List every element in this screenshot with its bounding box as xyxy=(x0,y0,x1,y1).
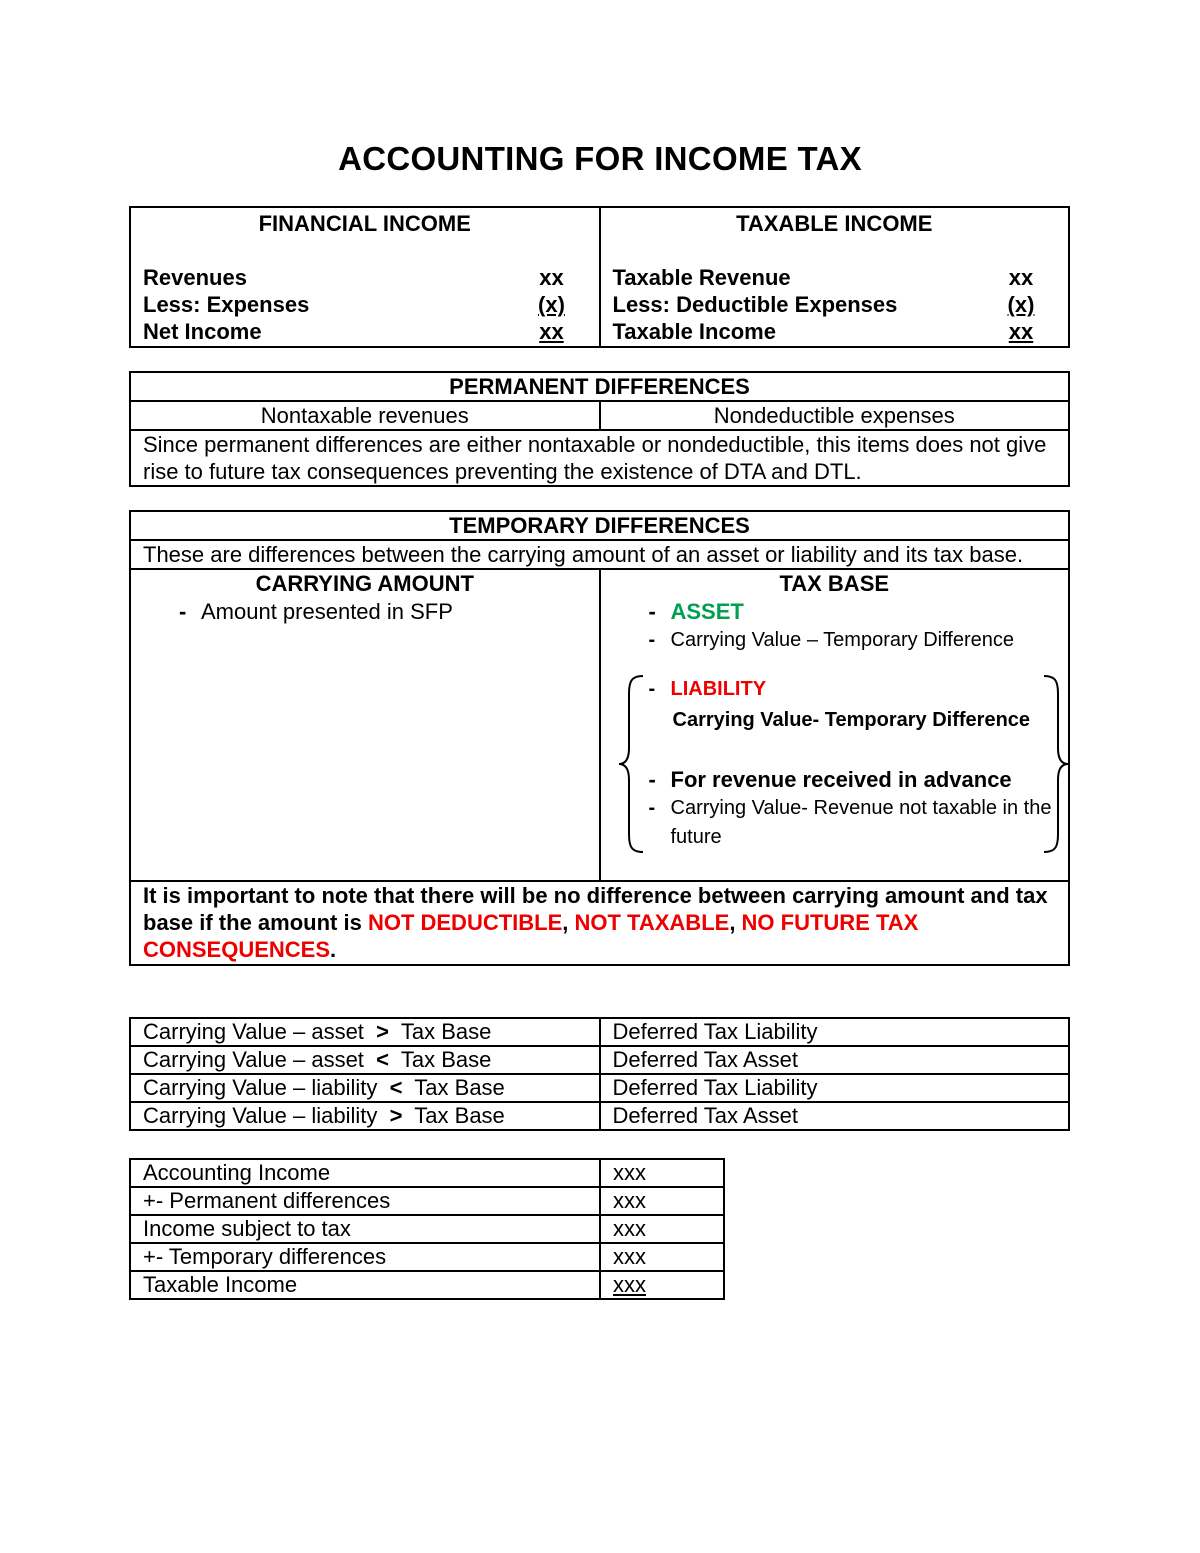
temporary-header: TEMPORARY DIFFERENCES xyxy=(130,511,1069,540)
computation-label: +- Temporary differences xyxy=(130,1243,600,1271)
list-item: - For revenue received in advance xyxy=(648,767,1012,792)
row-label: Less: Deductible Expenses xyxy=(612,292,898,317)
comparison-condition: Carrying Value – asset < Tax Base xyxy=(130,1046,600,1074)
note-prefix: It is important to note that there will be no difference between carrying amount and tax base if the amount is xyxy=(143,883,1048,935)
comparison-result: Deferred Tax Liability xyxy=(600,1074,1070,1102)
tax-base-cell xyxy=(600,569,1070,881)
table-row xyxy=(130,1187,724,1215)
left-brace-icon xyxy=(617,672,647,856)
nontaxable-revenues: Nontaxable revenues xyxy=(130,401,600,430)
table-row xyxy=(130,1243,724,1271)
row-value: (x) xyxy=(1007,292,1035,317)
note-no-future-tax: NO FUTURE TAX CONSEQUENCES xyxy=(143,910,919,962)
taxable-income-cell xyxy=(600,207,1070,347)
comparison-condition: Carrying Value – liability > Tax Base xyxy=(130,1102,600,1130)
row-value: xx xyxy=(1008,319,1034,344)
liability-formula: Carrying Value- Temporary Difference xyxy=(672,709,1031,731)
financial-row xyxy=(143,318,587,345)
list-item: - Amount presented in SFP xyxy=(179,599,453,624)
financial-row xyxy=(143,291,587,318)
table-row xyxy=(130,1102,1069,1130)
note-not-taxable: NOT TAXABLE xyxy=(574,910,730,935)
row-value: xx xyxy=(1008,265,1034,290)
revenue-formula: Carrying Value- Revenue not taxable in the future xyxy=(670,797,1052,848)
asset-formula: Carrying Value – Temporary Difference xyxy=(670,629,1014,651)
asset-label: ASSET xyxy=(670,599,744,624)
note-not-deductible: NOT DEDUCTIBLE xyxy=(367,910,563,935)
permanent-header: PERMANENT DIFFERENCES xyxy=(130,372,1069,401)
computation-label: Taxable Income xyxy=(130,1271,600,1299)
list-item: - ASSET xyxy=(648,599,744,624)
temporary-differences-table xyxy=(129,510,1070,966)
row-label: Less: Expenses xyxy=(143,292,310,317)
permanent-differences-table xyxy=(129,371,1070,487)
carrying-amount-header: CARRYING AMOUNT xyxy=(255,571,474,596)
table-row xyxy=(130,1074,1069,1102)
taxable-row xyxy=(613,264,1057,291)
list-item: - LIABILITY xyxy=(648,678,767,700)
table-row xyxy=(130,1046,1069,1074)
right-brace-icon xyxy=(1040,672,1070,856)
computation-value: xxx xyxy=(600,1215,724,1243)
nondeductible-expenses: Nondeductible expenses xyxy=(600,401,1070,430)
temporary-description: These are differences between the carrying amount of an asset or liability and its tax base. xyxy=(130,540,1069,569)
table-row xyxy=(130,1271,724,1299)
row-label: Revenues xyxy=(143,265,247,290)
note-end: . xyxy=(330,937,337,962)
financial-income-cell xyxy=(130,207,600,347)
computation-table xyxy=(129,1158,725,1300)
liability-label: LIABILITY xyxy=(670,678,767,700)
taxable-row xyxy=(613,291,1057,318)
tax-base-header: TAX BASE xyxy=(779,571,890,596)
comparison-table xyxy=(129,1017,1070,1131)
financial-row xyxy=(143,264,587,291)
table-row xyxy=(130,1215,724,1243)
taxable-income-header: TAXABLE INCOME xyxy=(736,211,933,236)
carrying-amount-item: Amount presented in SFP xyxy=(201,599,453,624)
table-row xyxy=(130,1018,1069,1046)
computation-value: xxx xyxy=(600,1159,724,1187)
computation-label: Accounting Income xyxy=(130,1159,600,1187)
row-label: Net Income xyxy=(143,319,262,344)
comparison-condition: Carrying Value – asset > Tax Base xyxy=(130,1018,600,1046)
row-label: Taxable Income xyxy=(612,319,776,344)
row-value: xx xyxy=(539,319,564,344)
financial-income-header: FINANCIAL INCOME xyxy=(258,211,471,236)
taxable-row xyxy=(613,318,1057,345)
list-item xyxy=(613,704,1057,735)
comparison-result: Deferred Tax Liability xyxy=(600,1018,1070,1046)
note-separator: , xyxy=(562,910,575,935)
row-value: (x) xyxy=(538,292,565,317)
row-label: Taxable Revenue xyxy=(612,265,791,290)
permanent-note: Since permanent differences are either nontaxable or nondeductible, this items does not give rise to future tax consequences preventing the existence of DTA and DTL. xyxy=(130,430,1069,486)
row-value: xx xyxy=(539,265,564,290)
note-separator: , xyxy=(729,910,742,935)
list-item: - Carrying Value – Temporary Difference xyxy=(648,629,1014,651)
income-table xyxy=(129,206,1070,348)
computation-label: +- Permanent differences xyxy=(130,1187,600,1215)
comparison-condition: Carrying Value – liability < Tax Base xyxy=(130,1074,600,1102)
comparison-result: Deferred Tax Asset xyxy=(600,1102,1070,1130)
computation-label: Income subject to tax xyxy=(130,1215,600,1243)
computation-value: xxx xyxy=(600,1243,724,1271)
revenue-label: For revenue received in advance xyxy=(670,767,1012,792)
comparison-result: Deferred Tax Asset xyxy=(600,1046,1070,1074)
table-row xyxy=(130,1159,724,1187)
list-item: - Carrying Value- Revenue not taxable in the future xyxy=(648,797,1052,848)
temporary-note xyxy=(130,881,1069,965)
computation-value: xxx xyxy=(600,1187,724,1215)
computation-value: xxx xyxy=(613,1272,646,1297)
page-title: ACCOUNTING FOR INCOME TAX xyxy=(338,140,862,177)
carrying-amount-cell xyxy=(130,569,600,881)
